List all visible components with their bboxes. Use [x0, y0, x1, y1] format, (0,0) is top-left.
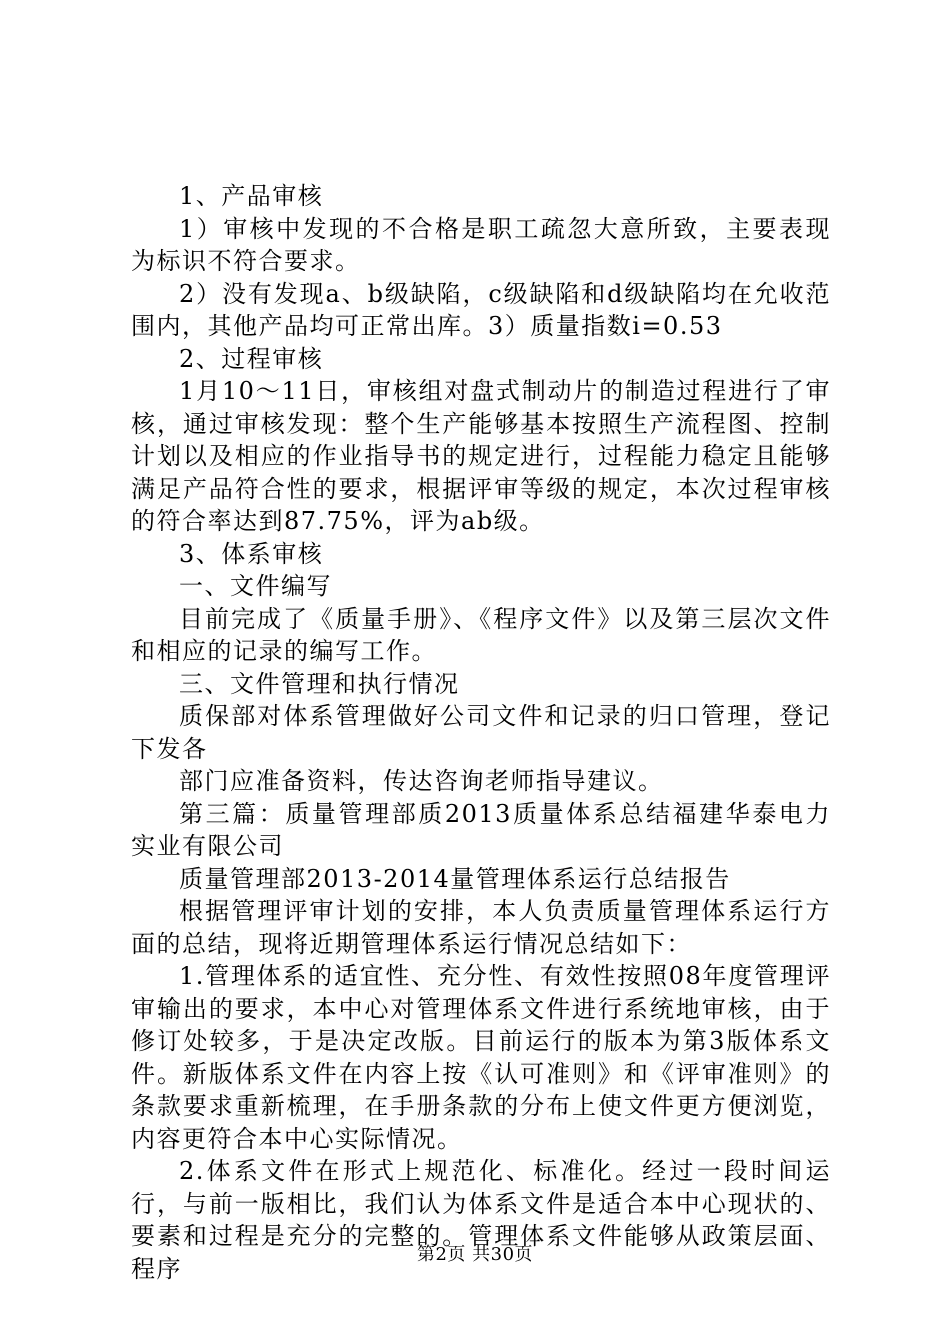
paragraph: 质保部对体系管理做好公司文件和记录的归口管理，登记下发各	[131, 702, 831, 763]
paragraph: 部门应准备资料，传达咨询老师指导建议。	[179, 767, 664, 795]
page-number-footer: 第2页 共30页	[416, 1244, 534, 1265]
paragraph: 根据管理评审计划的安排，本人负责质量管理体系运行方面的总结，现将近期管理体系运行情况总结如下：	[131, 897, 831, 958]
paragraph: 2.体系文件在形式上规范化、标准化。经过一段时间运行，与前一版相比，我们认为体系文件是适合本中心现状的、要素和过程是充分的完整的。管理体系文件能够从政策层面、程序	[131, 1157, 831, 1283]
heading-process-audit: 2、过程审核	[179, 344, 324, 373]
heading-system-audit: 3、体系审核	[179, 539, 324, 568]
heading-document-management: 三、文件管理和执行情况	[179, 669, 460, 698]
paragraph: 目前完成了《质量手册》、《程序文件》以及第三层次文件和相应的记录的编写工作。	[131, 604, 831, 665]
paragraph: 1月10～11日，审核组对盘式制动片的制造过程进行了审核，通过审核发现：整个生产能够基本按照生产流程图、控制计划以及相应的作业指导书的规定进行，过程能力稳定且能够满足产品符合性的要求，根据评审等级的规定，本次过程审核的符合率达到87.75%，评为ab级。	[131, 377, 831, 535]
report-title: 质量管理部2013-2014量管理体系运行总结报告	[179, 864, 731, 893]
paragraph: 2）没有发现a、b级缺陷，c级缺陷和d级缺陷均在允收范围内，其他产品均可正常出库。3）质量指数i=0.53	[131, 279, 831, 340]
heading-product-audit: 1、产品审核	[179, 182, 324, 210]
chapter-title: 第三篇：质量管理部质2013质量体系总结福建华泰电力实业有限公司	[131, 799, 831, 860]
document-body	[131, 180, 831, 1285]
paragraph: 1）审核中发现的不合格是职工疏忽大意所致，主要表现为标识不符合要求。	[131, 214, 831, 275]
paragraph: 1.管理体系的适宜性、充分性、有效性按照08年度管理评审输出的要求，本中心对管理体系文件进行系统地审核，由于修订处较多，于是决定改版。目前运行的版本为第3版体系文件。新版体系文件在内容上按《认可准则》和《评审准则》的条款要求重新梳理，在手册条款的分布上使文件更方便浏览，内容更符合本中心实际情况。	[131, 962, 831, 1153]
heading-document-writing: 一、文件编写	[179, 572, 332, 600]
